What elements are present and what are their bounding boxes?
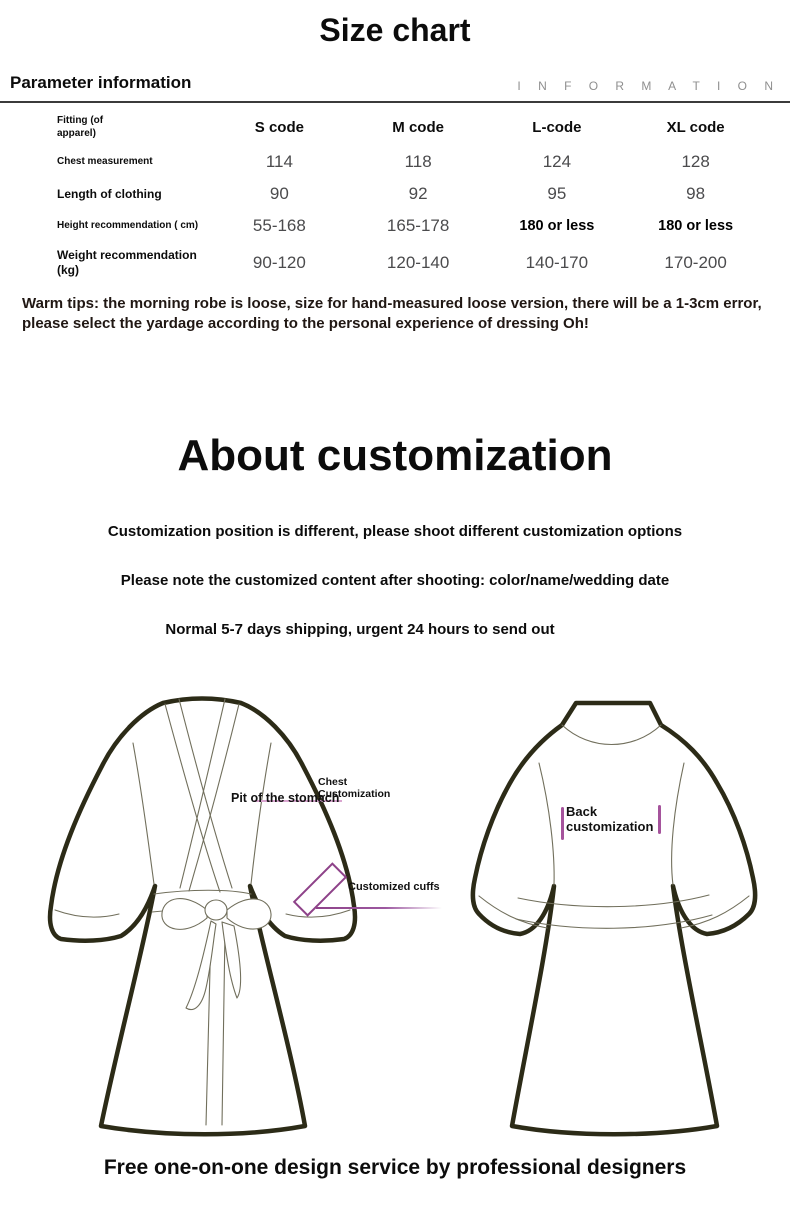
row-label-length: Length of clothing — [57, 186, 162, 201]
length-value-xl: 98 — [686, 184, 706, 203]
size-table — [55, 109, 765, 284]
back-highlight-mark-left — [561, 807, 564, 840]
parameter-header — [0, 73, 790, 93]
height-value-xl: 180 or less — [658, 218, 734, 234]
table-corner-label: Fitting (of apparel) — [57, 115, 104, 139]
page-title: Size chart — [319, 12, 471, 48]
chest-value-l: 124 — [542, 152, 572, 171]
warm-tips: Warm tips: the morning robe is loose, size for hand-measured loose version, there will be a 1-3cm error, please select the yardage according to the personal experience of dressing Oh! — [22, 295, 762, 333]
customization-title: About customization — [177, 430, 613, 480]
weight-value-xl: 170-200 — [664, 253, 727, 272]
pit-of-stomach-label: Pit of the stomach — [231, 790, 340, 805]
weight-value-l: 140-170 — [525, 253, 589, 272]
footer-text: Free one-on-one design service by professional designers — [103, 1155, 687, 1179]
customization-notes — [0, 523, 790, 638]
length-value-m: 92 — [408, 184, 428, 203]
height-value-s: 55-168 — [252, 216, 306, 235]
customization-note-content: Please note the customized content after shooting: color/name/wedding date — [120, 571, 670, 589]
row-label-weight: Weight recommendation (kg) — [57, 248, 197, 277]
height-value-m: 165-178 — [386, 216, 450, 235]
column-header-s: S code — [254, 119, 304, 136]
customization-note-position: Customization position is different, please shoot different customization options — [107, 522, 683, 540]
weight-value-s: 90-120 — [252, 253, 306, 272]
chest-value-xl: 128 — [681, 152, 710, 171]
row-label-chest: Chest measurement — [57, 155, 153, 167]
length-value-l: 95 — [547, 184, 567, 203]
cuffs-pointer-line — [316, 907, 442, 909]
information-watermark: I N F O R M A T I O N — [517, 79, 780, 93]
row-label-height: Height recommendation ( cm) — [57, 219, 199, 231]
chest-value-s: 114 — [265, 152, 293, 171]
chest-value-m: 118 — [404, 152, 432, 171]
column-header-xl: XL code — [666, 119, 725, 136]
column-header-l: L-code — [532, 119, 582, 136]
back-customization-label: Back customization — [566, 803, 654, 835]
customized-cuffs-label: Customized cuffs — [348, 880, 440, 893]
weight-value-m: 120-140 — [386, 253, 450, 272]
column-header-m: M code — [392, 119, 444, 136]
section-heading: Parameter information — [10, 73, 192, 92]
header-divider — [0, 101, 790, 103]
robe-front-drawing — [45, 688, 400, 1138]
robe-front-bow-knot — [205, 900, 227, 920]
length-value-s: 90 — [269, 184, 289, 203]
customization-diagram — [0, 670, 790, 1150]
robe-back-drawing — [455, 688, 775, 1138]
height-value-l: 180 or less — [519, 218, 595, 234]
customization-note-shipping: Normal 5-7 days shipping, urgent 24 hours to send out — [165, 620, 555, 638]
chest-customization-label: Chest Customization — [318, 775, 391, 800]
